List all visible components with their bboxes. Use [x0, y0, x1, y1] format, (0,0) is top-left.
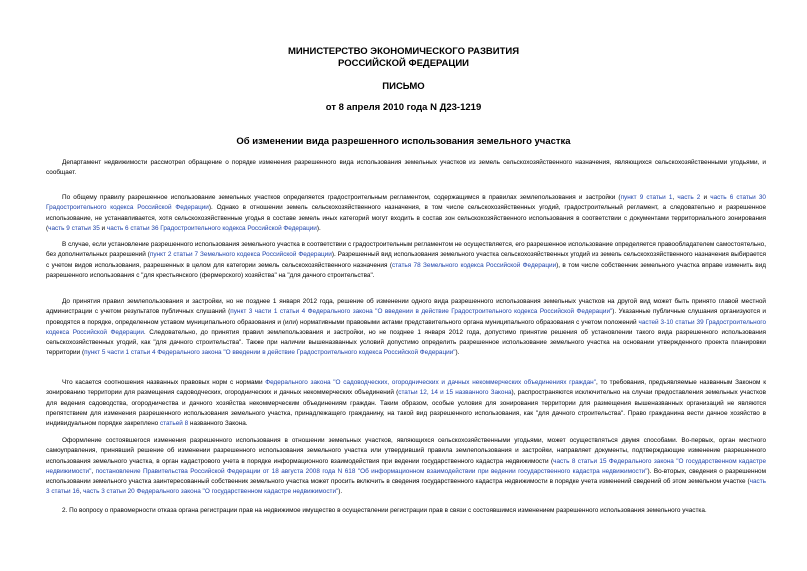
text-run: В случае, если установление разрешенного использования земельного участка в соответствии с градостроительным регламентом не осуществляется, его разрешенное использование определяется правообладателем самостоятельно, без дополнительных разрешений (	[46, 241, 766, 259]
law-link[interactable]: постановление Правительства Российской Федерации от 18 августа 2008 года N 618 "Об информационном взаимодействии при ведении государственного кадастра недвижимости"	[95, 467, 648, 475]
paragraph-5	[46, 378, 766, 429]
paragraph-1-text: Департамент недвижимости рассмотрел обращение о порядке изменения разрешенного вида использования земельных участков из земель сельскохозяйственного назначения, являющихся сельскохозяйственными угодьями, и сообщает.	[46, 159, 766, 177]
text-run: ), в том числе собственник земельного участка вправе изменить вид разрешенного использования с "для крестьянского (фермерского) хозяйства" на "для дачного строительства".	[46, 261, 766, 279]
law-link[interactable]: частей 3-10 статьи 39 Градостроительного кодекса Российской Федерации	[46, 318, 766, 336]
ministry-line-2: РОССИЙСКОЙ ФЕДЕРАЦИИ	[337, 58, 469, 69]
paragraph-7	[46, 506, 766, 516]
paragraph-1	[46, 158, 766, 179]
text-run: До принятия правил землепользования и застройки, но не позднее 1 января 2012 года, решение об изменении одного вида разрешенного использования земельных участков на другой вид может быть принято главой местной администрации с учетом результатов публичных слушаний (	[46, 298, 766, 316]
text-run: ). Указанные публичные слушания организуются и проводятся в порядке, определенном уставом муниципального образования и (или) нормативными правовыми актами представительного органа муниципального образования с учетом положений	[46, 308, 766, 326]
text-run: ), распространяются исключительно на случаи предоставления земельных участков для ведения садоводства, огородничества и дачного хозяйства некоммерческим объединениям граждан. Таким образом, особые условия для зонирования территории для размещения вышеназванных организаций не являются препятствием для изменения разрешенного использования земельного участка, принадлежащего гражданину, на такой вид разрешенного использования, как "для дачного строительства". Право гражданина вести дачное хозяйство в индивидуальном порядке закреплено	[46, 389, 766, 428]
law-link[interactable]: пункт 5 части 1 статьи 4 Федерального закона "О введении в действие Градостроительного кодекса Российской Федерации"	[84, 349, 456, 357]
paragraph-3	[46, 240, 766, 281]
text-run: Оформление состоявшегося изменения разрешенного использования в отношении земельных участков, являющихся сельскохозяйственными угодьями, может осуществляться двумя способами. Во-первых, орган местного самоуправления, принявший решение об изменении разрешенного использования земельного участка или утвердивший правила землепользования и застройки, направляет документы, подтверждающие изменение разрешенного использования земельного участка, в орган кадастрового учета в порядке информационного взаимодействия при ведении государственного кадастра недвижимости (	[46, 437, 766, 465]
ministry-line-1: МИНИСТЕРСТВО ЭКОНОМИЧЕСКОГО РАЗВИТИЯ	[287, 46, 520, 57]
law-link[interactable]: пункт 2 статьи 7 Земельного кодекса Российской Федерации	[149, 251, 332, 259]
law-link[interactable]: пункт 3 части 1 статьи 4 Федерального закона "О введении в действие Градостроительного кодекса Российской Федерации"	[230, 308, 613, 316]
text-run: ,	[91, 467, 96, 475]
law-link[interactable]: пункт 9 статьи 1	[620, 194, 673, 201]
text-run: , то требования, предъявляемые названным Законом к зонированию территории для размещения садоводческих, огороднических и дачных некоммерческих объединений (	[46, 379, 766, 397]
text-run: ). Однако в отношении земель сельскохозяйственного назначения, в том числе сельскохозяйственных угодий, градостроительный регламент, а следовательно и разрешенное использование, не устанавливается, хотя сельскохозяйственные угодья в составе земель иных категорий могут входить в состав зон сельскохозяйственного использования в соответствии с документами территориального зонирования (	[46, 204, 767, 232]
text-run: Что касается соотношения названных правовых норм с нормами	[62, 379, 266, 386]
law-link[interactable]: статьей 8	[159, 420, 189, 428]
text-run: и	[99, 224, 107, 232]
paragraph-7-text: 2. По вопросу о правомерности отказа органа регистрации прав на недвижимое имущество в осуществлении регистрации прав в связи с состоявшимся изменением разрешенного использования земельного участка.	[62, 507, 707, 514]
paragraph-4	[46, 297, 766, 359]
paragraph-6	[46, 436, 766, 498]
text-run: ).	[455, 349, 460, 357]
paragraph-2	[46, 193, 766, 234]
text-run: и	[700, 194, 711, 201]
law-link[interactable]: часть 6 статьи 36 Градостроительного кодекса Российской Федерации	[106, 224, 317, 232]
law-link[interactable]: Федерального закона "О садоводческих, огороднических и дачных некоммерческих объединениях граждан"	[265, 379, 596, 386]
law-link[interactable]: часть 3 статьи 20 Федерального закона "О государственном кадастре недвижимости"	[83, 488, 339, 496]
law-link[interactable]: часть 3 статьи 16	[46, 478, 766, 496]
law-link[interactable]: часть 8 статьи 15 Федерального закона "О государственном кадастре недвижимости"	[46, 457, 766, 475]
text-run: . Следовательно, до принятия правил землепользования и застройки, но не позднее 1 января 2012 года, допустимо принятие решения об установлении такого вида разрешенного использования сельскохозяйственных угодий, как "для дачного строительства". Также при наличии вышеназванных условий допустимо определить разрешенное использование земельного участка на основании утвержденного проекта планировки территории (	[46, 328, 766, 357]
text-run: ).	[338, 488, 343, 496]
text-run: ).	[316, 224, 321, 232]
law-link[interactable]: статья 78 Земельного кодекса Российской Федерации	[391, 261, 557, 269]
text-run: ). Разрешенный вид использования земельного участка сельскохозяйственных угодий из земель сельскохозяйственного назначения выбирается с учетом видов использования, разрешенных в целом для категории земель сельскохозяйственного назначения (	[46, 251, 767, 269]
text-run: ,	[79, 488, 84, 496]
text-run: По общему правилу разрешенное использование земельных участков определяется градостроительным регламентом, содержащимся в правилах землепользования и застройки (	[62, 194, 621, 201]
text-run: ). Во-вторых, сведения о разрешенном использовании земельного участка заинтересованный собственник земельного участка может просить включить в сведения государственного кадастра недвижимости в порядке учета изменений сведений об этом земельном участке (	[46, 467, 766, 486]
law-link[interactable]: часть 6 статьи 30 Градостроительного кодекса Российской Федерации	[46, 194, 766, 212]
law-link[interactable]: статьи 12, 14 и 15 названного Закона	[398, 389, 512, 397]
document-date: от 8 апреля 2010 года N Д23-1219	[325, 102, 482, 113]
law-link[interactable]: часть 9 статьи 35	[48, 224, 100, 232]
text-run: ,	[672, 194, 678, 201]
ministry-header	[0, 46, 807, 70]
law-link[interactable]: часть 2	[677, 194, 701, 201]
document-subject: Об изменении вида разрешенного использования земельного участка	[236, 136, 571, 147]
text-run: названного Закона.	[188, 420, 248, 428]
document-type: ПИСЬМО	[382, 81, 425, 92]
